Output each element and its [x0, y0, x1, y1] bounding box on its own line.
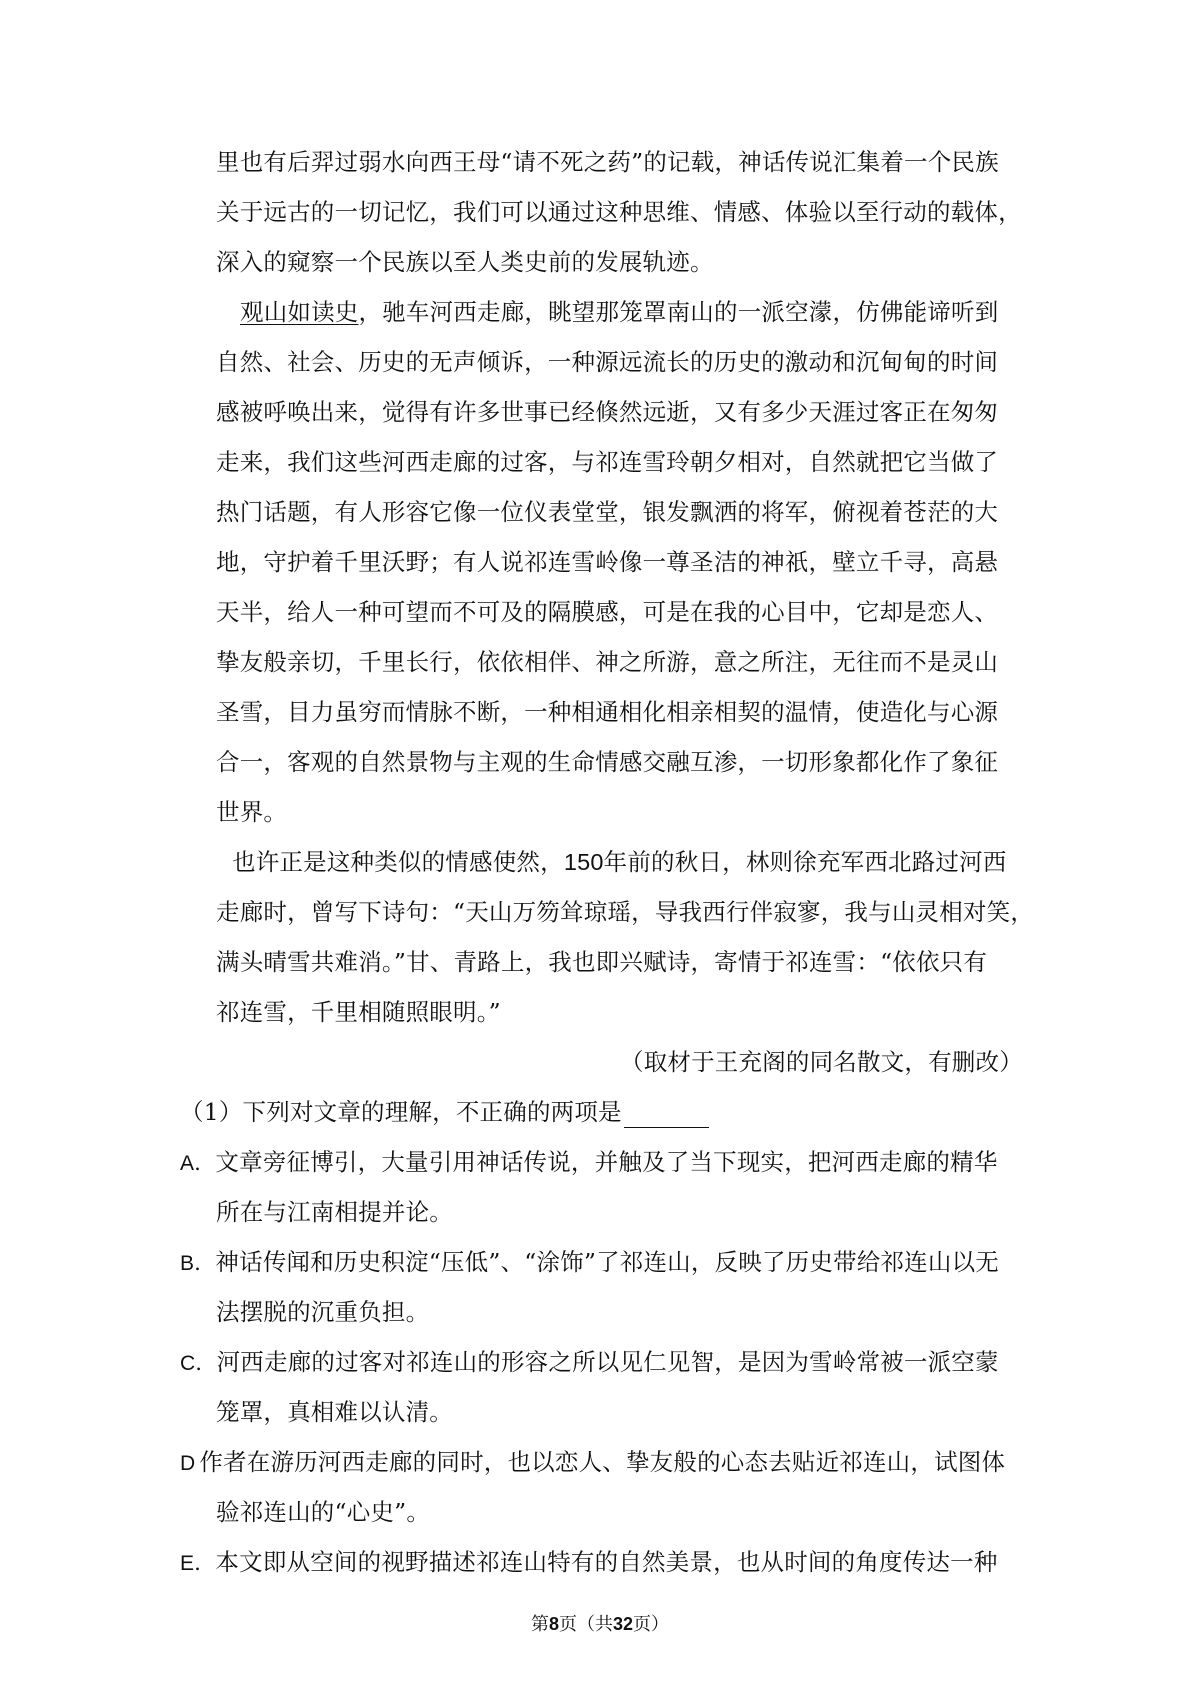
- source-attribution: （取材于王充阁的同名散文，有删改）: [620, 1048, 1023, 1076]
- option-text: 神话传闻和历史积淀“压低”、“涂饰”了祁连山，反映了历史带给祁连山以无: [215, 1248, 999, 1276]
- passage-line: 走廊时，曾写下诗句：“天山万笏耸琼瑶，导我西行伴寂寥，我与山灵相对笑，: [216, 898, 1035, 926]
- option-b[interactable]: [180, 1246, 999, 1280]
- passage-line: 深入的窥察一个民族以至人类史前的发展轨迹。: [216, 248, 714, 276]
- passage-line: 走来，我们这些河西走廊的过客，与祁连雪玲朝夕相对，自然就把它当做了: [216, 448, 999, 476]
- question-text: （1）下列对文章的理解，不正确的两项是: [180, 1098, 622, 1126]
- option-line: 法摆脱的沉重负担。: [216, 1298, 430, 1326]
- passage-line: 祁连雪，千里相随照眼明。”: [216, 998, 501, 1026]
- passage-line: [232, 846, 1007, 878]
- passage-line: 天半，给人一种可望而不可及的隔膜感，可是在我的心目中，它却是恋人、: [216, 598, 999, 626]
- question-stem: [180, 1096, 709, 1128]
- option-text: 河西走廊的过客对祁连山的形容之所以见仁见智，是因为雪岭常被一派空蒙: [216, 1348, 999, 1376]
- option-line: 所在与江南相提并论。: [216, 1198, 453, 1226]
- passage-line: 自然、社会、历史的无声倾诉，一种源远流长的历史的激动和沉甸甸的时间: [216, 348, 999, 376]
- option-letter: C．: [180, 1352, 217, 1375]
- current-page-number: 8: [548, 1614, 559, 1634]
- option-line: 验祁连山的“心史”。: [216, 1498, 431, 1526]
- passage-line: 关于远古的一切记忆，我们可以通过这种思维、情感、体验以至行动的载体，: [216, 198, 1022, 226]
- option-letter: D: [180, 1452, 196, 1475]
- passage-line: [240, 296, 998, 328]
- option-e[interactable]: [180, 1546, 998, 1580]
- option-text: 本文即从空间的视野描述祁连山特有的自然美景，也从时间的角度传达一种: [215, 1548, 998, 1576]
- passage-line: 地，守护着千里沃野；有人说祁连雪岭像一尊圣洁的神祇，壁立千寻，高悬: [216, 548, 999, 576]
- option-letter: A．: [180, 1152, 216, 1175]
- passage-line: 里也有后羿过弱水向西王母“请不死之药”的记载，神话传说汇集着一个民族: [216, 148, 999, 176]
- underlined-phrase: 观山如读史: [240, 298, 359, 326]
- option-c[interactable]: [180, 1346, 999, 1380]
- passage-line: 感被呼唤出来，觉得有许多世事已经倏然远逝，又有多少天涯过客正在匆匆: [216, 398, 999, 426]
- page-footer: 第8页（共32页）: [530, 1614, 670, 1635]
- total-page-count: 32: [612, 1614, 634, 1634]
- option-line: 笼罩，真相难以认清。: [216, 1398, 453, 1426]
- passage-text: 也许正是这种类似的情感使然，: [232, 848, 564, 876]
- option-text: 作者在游历河西走廊的同时，也以恋人、挚友般的心态去贴近祁连山，试图体: [199, 1448, 1006, 1476]
- passage-line: 合一，客观的自然景物与主观的生命情感交融互渗，一切形象都化作了象征: [216, 748, 999, 776]
- passage-text: ，驰车河西走廊，眺望那笼罩南山的一派空濛，仿佛能谛听到: [358, 298, 999, 326]
- option-a[interactable]: [180, 1146, 998, 1180]
- passage-line: 挚友般亲切，千里长行，依依相伴、神之所游，意之所注，无往而不是灵山: [216, 648, 999, 676]
- passage-line: 热门话题，有人形容它像一位仪表堂堂，银发飘洒的将军，俯视着苍茫的大: [216, 498, 999, 526]
- option-d[interactable]: [180, 1446, 1005, 1480]
- option-text: 文章旁征博引，大量引用神话传说，并触及了当下现实，把河西走廊的精华: [215, 1148, 998, 1176]
- year-number: 150: [563, 849, 604, 875]
- option-letter: E．: [180, 1552, 216, 1575]
- answer-blank[interactable]: [624, 1103, 709, 1128]
- passage-line: 世界。: [216, 798, 288, 826]
- option-letter: B．: [180, 1252, 216, 1275]
- passage-text: 年前的秋日，林则徐充军西北路过河西: [603, 848, 1007, 876]
- passage-line: 满头晴雪共难消。”甘、青路上，我也即兴赋诗，寄情于祁连雪：“依依只有: [216, 948, 988, 976]
- passage-line: 圣雪，目力虽穷而情脉不断，一种相通相化相亲相契的温情，使造化与心源: [216, 698, 999, 726]
